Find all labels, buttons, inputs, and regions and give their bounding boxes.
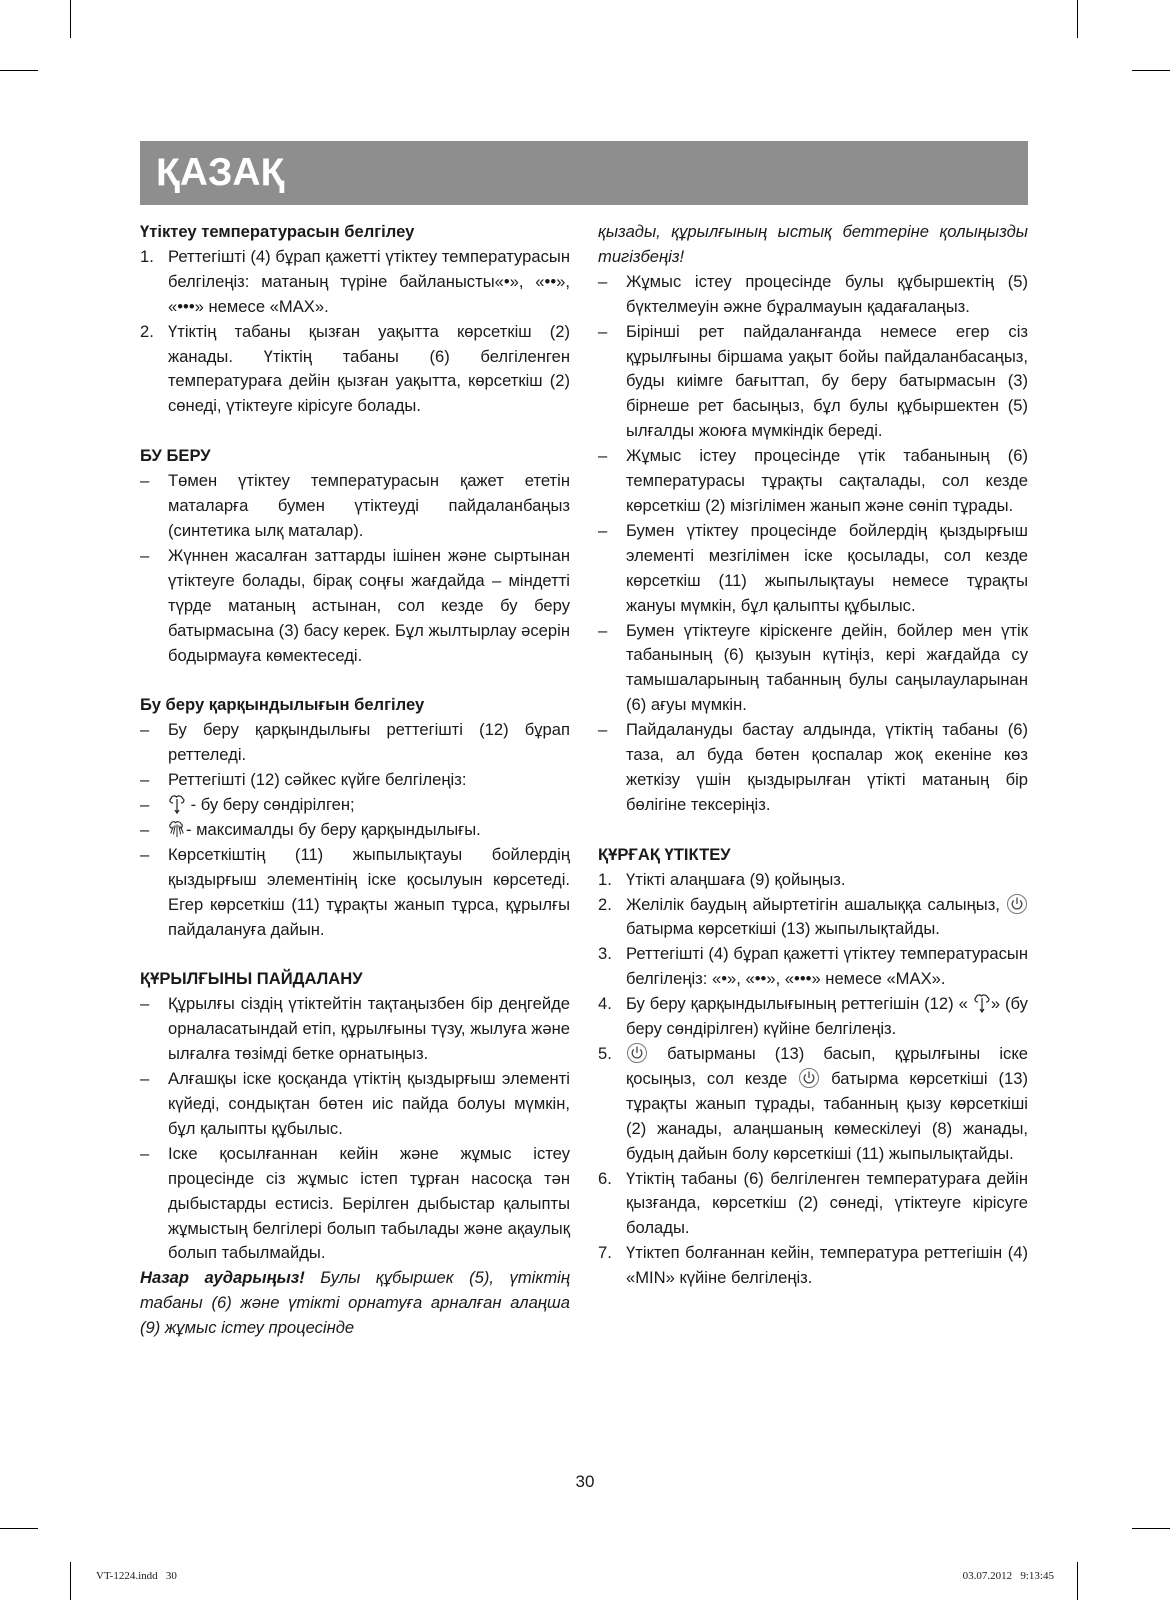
list-item [598,992,1028,1042]
left-column [140,220,570,1341]
list-item [140,718,570,768]
list-item-text: Үтіктеп болғаннан кейін, температура реттегішін (4) «MIN» күйіне белгілеңіз. [626,1243,1028,1288]
list-item [598,320,1028,445]
list-marker: – [140,471,150,491]
list-item-text: Көрсеткіштің (11) жыпылықтауы бойлердің қыздырғыш элементінің іске қосылуын көрсетеді. Егер көрсеткіш (11) тұрақты жанып тұрса, құрылғы пайдалануға дайын. [168,844,570,939]
list-item [140,818,570,843]
list-item-text: Бу беру қарқындылығы реттегішті (12) бұрап реттеледі. [168,720,570,765]
crop-mark [70,0,71,38]
language-banner [140,141,1028,205]
crop-mark [0,70,38,71]
crop-mark [0,1528,38,1529]
list-item-text: Құрылғы сіздің үтіктейтін тақтаңызбен бір деңгейде орналасатындай етіп, құрылғыны түзу, жылуға және ылғалға төзімді бетке орнатыңыз. [168,994,570,1064]
list-item-text: Үтікті алаңшаға (9) қойыңыз. [626,869,846,889]
list-item-text: Бумен үтіктеуге кіріскенге дейін, бойлер мен үтік табанының (6) қызуын күтіңіз, кері жағдайда су тамышаларының табанның булы саңылауларынан (6) ағуы мүмкін. [626,620,1028,715]
steam-off-icon [168,794,186,814]
list-item [140,843,570,943]
list-item [140,320,570,420]
list-item [598,868,1028,893]
list-item-text: Желілік баудың айыртетігін ашалыққа салыңыз, [626,894,1000,914]
steam-off-icon [973,993,991,1013]
list-marker: – [140,1069,150,1089]
footer-file-label: VT-1224.indd 30 [96,1570,177,1582]
list-item-text: Іске қосылғаннан кейін және жұмыс істеу процесінде сіз жұмыс істеп тұрған насосқа тән дыбыстарды естисіз. Берілген дыбыстар қалыпты жұмыстың белгілері болып табылады және ақаулық болып табылмайды. [168,1143,570,1263]
list-item [140,793,570,818]
list-item [140,768,570,793]
list-marker: – [598,446,608,466]
list-item [140,245,570,320]
list-marker: 3. [598,944,612,964]
right-column [598,220,1028,1291]
list-item-text: Бірінші рет пайдаланғанда немесе егер сіз құрылғыны біршама уақыт бойы пайдаланбасаңыз, буды киімге бағыттап, бу беру батырмасын (3) бірнеше рет басыңыз, бұл булы құбыршектен (5) ылғалды жоюға мүмкіндік береді. [626,321,1028,441]
list-marker: – [140,720,150,740]
list-marker: – [140,819,150,839]
warning-continuation: қызады, құрылғының ыстық беттеріне қолыңызды тигізбеңіз! [598,222,1028,266]
list-item-text: » (бу беру сөндірілген) күйіне белгілеңіз. [626,994,1028,1039]
list-item-text: Бу беру қарқындылығының реттегішін (12) « [626,994,968,1014]
footer-timestamp: 03.07.2012 9:13:45 [962,1570,1054,1582]
crop-mark [1132,70,1170,71]
list-marker: – [598,520,608,540]
list-item [598,1167,1028,1242]
list-marker: – [140,545,150,565]
list-marker: – [598,720,608,740]
list-marker: 5. [598,1044,612,1063]
list-item [598,519,1028,619]
section-heading-intensity: Бу беру қарқындылығын белгілеу [140,695,425,715]
warning-paragraph [140,1266,570,1341]
list-item-text: Жүннен жасалған заттарды ішінен және сыртынан үтіктеуге болады, бірақ соңғы жағдайда – міндетті түрде матаның астынан, сол кезде бу беру батырмасына (3) басу керек. Бұл жылтырлау әсерін бодырмауға көмектеседі. [168,545,570,665]
list-item-text: Үтіктің табаны (6) белгіленген температураға дейін қызғанда, көрсеткіш (2) сөнеді, үтіктеуге кірісуге болады. [626,1168,1028,1238]
list-item-text: Реттегішті (4) бұрап қажетті үтіктеу температурасын белгілеңіз: «•», «••», «•••» немесе «MAX». [626,944,1028,989]
list-item [598,619,1028,719]
list-marker: – [140,994,150,1014]
power-icon [798,1067,820,1089]
list-marker: – [140,795,150,815]
list-marker: – [598,271,608,291]
steam-max-icon [168,819,186,839]
list-marker: 4. [598,994,612,1014]
power-icon [1006,893,1028,915]
list-marker: 2. [598,894,612,914]
list-item [598,1042,1028,1167]
list-item-text: Жұмыс істеу процесінде үтік табанының (6) температурасы тұрақты сақталады, сол кезде көрсеткіш (2) мізгілімен жанып және сөніп тұрады. [626,446,1028,515]
list-item-text: Үтіктің табаны қызған уақытта көрсеткіш (2) жанады. Үтіктің табаны (6) белгіленген температураға дейін қызған уақытта, көрсеткіш (2) сөнеді, үтіктеуге кірісуге болады. [168,321,570,416]
list-item [598,718,1028,818]
list-item [140,469,570,544]
list-item [598,893,1028,943]
list-item [140,544,570,669]
section-heading-steam: БУ БЕРУ [140,446,211,466]
list-item [598,1241,1028,1291]
list-item-text: батырма көрсеткіші (13) жыпылықтайды. [626,919,940,939]
page-number: 30 [575,1472,595,1491]
list-marker: 1. [598,869,612,889]
list-item-text: Реттегішті (12) сәйкес күйге белгілеңіз: [168,770,467,790]
list-marker: 6. [598,1168,612,1188]
list-item-text: Пайдалануды бастау алдында, үтіктің табаны (6) таза, ал буда бөтен қоспалар жоқ екеніне көз жеткізу үшін қыздырылған үтікті матаның бір бөлігіне тексеріңіз. [626,720,1028,814]
list-item-text: - максималды бу беру қарқындылығы. [186,819,481,839]
warning-label: Назар аударыңыз! [140,1268,305,1288]
list-marker: – [140,770,150,790]
list-item [140,1142,570,1267]
list-item [140,992,570,1067]
warning-text: Булы құбыршек (5), үтіктің табаны (6) және үтікті орнатуға арналған алаңша (9) жұмыс істеу процесінде [140,1268,570,1338]
list-marker: 1. [140,246,154,266]
list-item [598,270,1028,320]
list-item-text: батырманы (13) басып, құрылғыны іске қосыңыз, сол кезде [626,1044,1028,1088]
list-item [598,942,1028,992]
list-marker: – [598,620,608,640]
list-item-text: Реттегішті (4) бұрап қажетті үтіктеу температурасын белгілеңіз: матаның түріне байланысты«•», «••», «•••» немесе «MAX». [168,246,570,316]
section-heading-dry-ironing: ҚҰРҒАҚ ҮТІКТЕУ [598,844,731,864]
crop-mark [1077,0,1078,38]
crop-mark [70,1562,71,1600]
section-heading-usage: ҚҰРЫЛҒЫНЫ ПАЙДАЛАНУ [140,969,363,989]
list-item-text: батырма көрсеткіші (13) тұрақты жанып тұрады, табанның қызу көрсеткіші (2) жанады, алаңшаның көмескілеуі (8) жанады, будың дайын болу көрсеткіші (11) жыпылықтайды. [626,1068,1028,1163]
list-item-text: Жұмыс істеу процесінде булы құбыршектің (5) бүктелмеуін әжне бұралмауын қадағалаңыз. [626,271,1028,316]
crop-mark [1132,1528,1170,1529]
list-item [598,444,1028,519]
list-item [140,1067,570,1142]
list-marker: – [140,844,150,864]
list-marker: 2. [140,321,154,341]
list-item-text: Алғашқы іске қосқанда үтіктің қыздырғыш элементі күйеді, сондықтан бөтен иіс пайда болуы мүмкін, бұл қалыпты құбылыс. [168,1069,570,1138]
crop-mark [1077,1562,1078,1600]
list-marker: – [140,1143,150,1163]
list-marker: 7. [598,1243,612,1263]
page-title: ҚАЗАҚ [156,151,285,194]
list-item-text: - бу беру сөндірілген; [186,795,355,815]
section-heading-temperature: Үтіктеу температурасын белгілеу [140,222,415,241]
list-item-text: Төмен үтіктеу температурасын қажет ететін маталарға бумен үтіктеуді пайдаланбаңыз (синтетика ылқ маталар). [168,471,570,540]
power-icon [626,1042,648,1064]
list-item-text: Бумен үтіктеу процесінде бойлердің қыздырғыш элементі мезгілімен іске қосылады, сол кезде көрсеткіш (11) жыпылықтауы немесе тұрақты жануы мүмкін, бұл қалыпты құбылыс. [626,520,1028,615]
list-marker: – [598,321,608,341]
